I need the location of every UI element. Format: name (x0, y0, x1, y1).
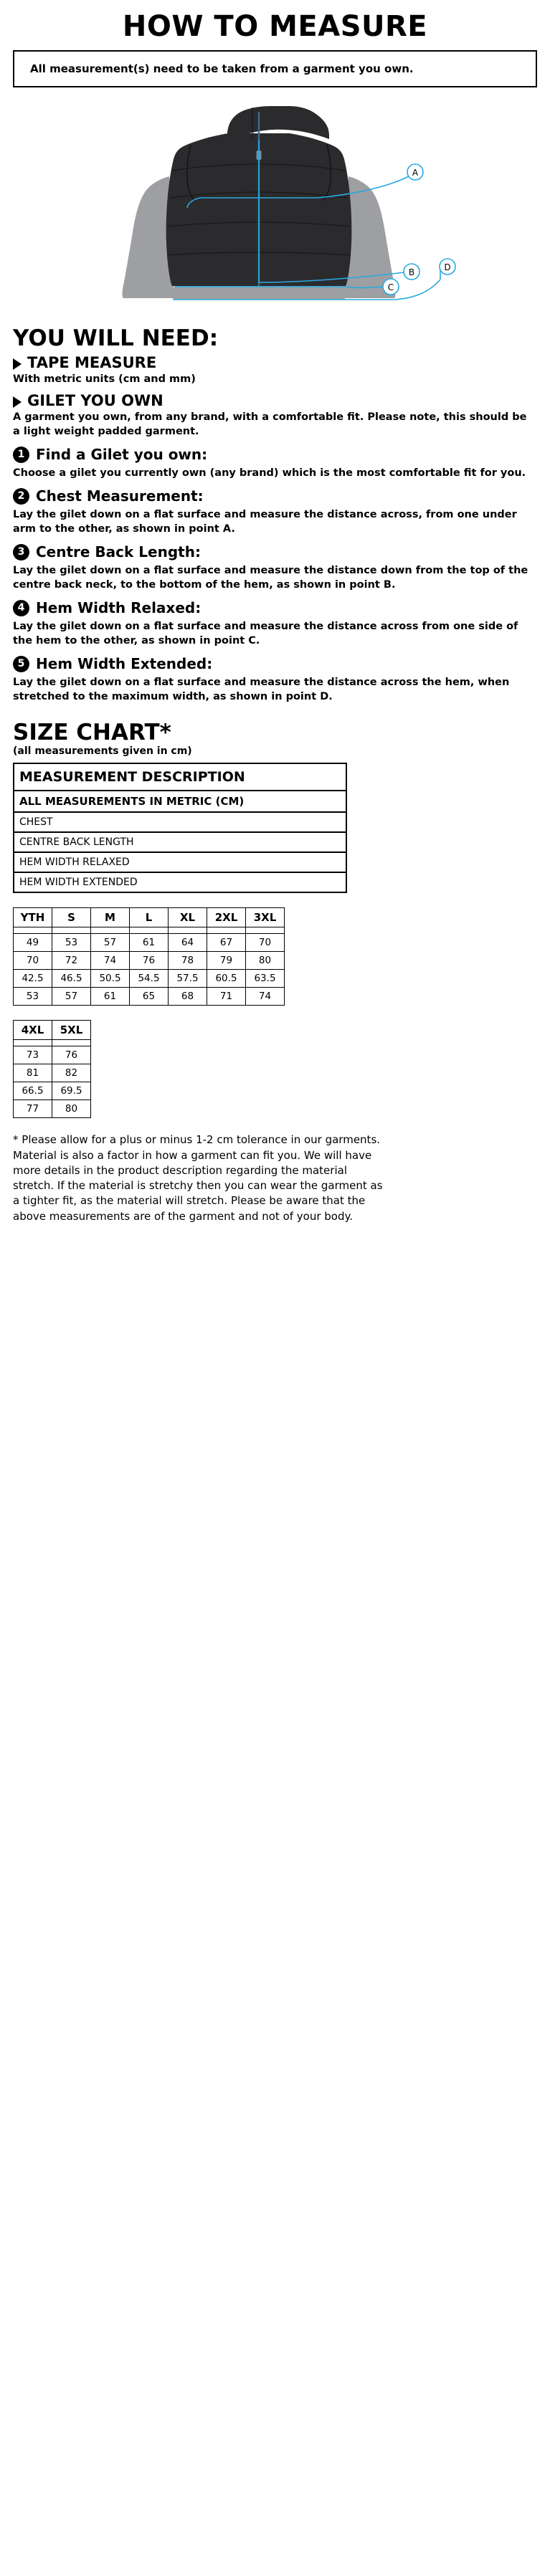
size-col-5xl: 5XL (52, 1021, 91, 1040)
need-body: With metric units (cm and mm) (13, 373, 196, 386)
need-title: TAPE MEASURE (27, 354, 157, 372)
size-chart-subheading: (all measurements given in cm) (13, 745, 192, 758)
table-header-row (14, 1021, 91, 1040)
table-row: 42.5 46.5 50.5 54.5 57.5 60.5 63.5 (14, 970, 285, 988)
bullet-triangle-icon (13, 396, 22, 408)
bullet-triangle-icon (13, 358, 22, 370)
table-row (14, 812, 346, 832)
size-col-yth: YTH (14, 908, 52, 927)
gilet-measurement-diagram (13, 90, 537, 318)
step-number: 5 (13, 656, 29, 672)
step-2 (13, 487, 537, 536)
measurement-row-centre-back-length: CENTRE BACK LENGTH (14, 832, 346, 852)
measurement-label-a (407, 164, 423, 180)
step-body: Lay the gilet down on a flat surface and measure the distance down from the top of the centre back neck, to the bottom of the hem, as shown in point B. (13, 565, 528, 591)
size-table-main (13, 907, 285, 1006)
intro-text: All measurement(s) need to be taken from a garment you own. (30, 62, 414, 75)
table-row (14, 852, 346, 872)
measurement-row-hem-width-relaxed: HEM WIDTH RELAXED (14, 852, 346, 872)
table-row: 66.5 69.5 (14, 1082, 91, 1100)
size-col-xl: XL (169, 908, 207, 927)
need-item-gilet-you-own (13, 392, 537, 439)
size-col-l: L (130, 908, 169, 927)
step-title: Chest Measurement: (36, 487, 204, 505)
svg-text:C: C (387, 282, 394, 293)
step-3 (13, 543, 537, 592)
svg-text:A: A (412, 168, 419, 178)
step-number: 2 (13, 488, 29, 505)
step-body: Lay the gilet down on a flat surface and measure the distance across the hem, when stretched to the maximum width, as shown in point D. (13, 677, 510, 703)
step-title: Centre Back Length: (36, 543, 201, 561)
size-col-s: S (52, 908, 91, 927)
table-spacer-row (14, 927, 285, 934)
step-number: 1 (13, 447, 29, 463)
need-title: GILET YOU OWN (27, 392, 163, 410)
page-title: HOW TO MEASURE (122, 10, 428, 43)
table-row: 49 53 57 61 64 67 70 (14, 934, 285, 952)
measurement-row-chest: CHEST (14, 812, 346, 832)
measurement-row-hem-width-extended: HEM WIDTH EXTENDED (14, 872, 346, 892)
step-title: Find a Gilet you own: (36, 446, 208, 464)
steps-list (13, 446, 537, 704)
step-body: Lay the gilet down on a flat surface and measure the distance across from one side of the hem to the other, as shown in point C. (13, 621, 518, 647)
svg-text:B: B (408, 267, 415, 278)
measurement-label-d (440, 259, 455, 275)
step-title: Hem Width Relaxed: (36, 599, 201, 617)
table-row: 77 80 (14, 1100, 91, 1118)
measurement-label-b (404, 264, 419, 280)
measurement-description-header: MEASUREMENT DESCRIPTION (14, 763, 346, 791)
how-to-measure-page (0, 10, 550, 1252)
size-col-3xl: 3XL (246, 908, 285, 927)
step-title: Hem Width Extended: (36, 655, 213, 673)
table-row: 70 72 74 76 78 79 80 (14, 952, 285, 970)
table-row (14, 791, 346, 812)
step-number: 4 (13, 600, 29, 616)
tolerance-footnote: * Please allow for a plus or minus 1-2 cm tolerance in our garments. Material is also a factor in how a garment can fit you. We will have more details in the product description regarding the material stretch. If the material is stretchy then you can wear the garment as a tighter fit, as the material will stretch. Please be aware that the above measurements are of the garment and not of your body. (13, 1133, 383, 1223)
measurement-label-c (383, 279, 399, 295)
step-1 (13, 446, 537, 480)
table-header-row (14, 908, 285, 927)
size-col-4xl: 4XL (14, 1021, 52, 1040)
garment-hem-extended (173, 285, 345, 300)
table-row: 81 82 (14, 1064, 91, 1082)
step-5 (13, 655, 537, 704)
table-row (14, 832, 346, 852)
step-number: 3 (13, 544, 29, 560)
you-will-need-heading: YOU WILL NEED: (13, 325, 219, 352)
size-col-2xl: 2XL (207, 908, 246, 927)
need-body: A garment you own, from any brand, with a comfortable fit. Please note, this should be a light weight padded garment. (13, 411, 527, 438)
svg-text:D: D (444, 262, 451, 273)
step-body: Choose a gilet you currently own (any brand) which is the most comfortable fit for you. (13, 467, 526, 480)
size-chart-heading: SIZE CHART* (13, 720, 171, 746)
table-spacer-row (14, 1040, 91, 1046)
measurement-description-table (13, 763, 347, 893)
metric-note: ALL MEASUREMENTS IN METRIC (CM) (14, 791, 346, 812)
table-row: 53 57 61 65 68 71 74 (14, 988, 285, 1006)
table-row (14, 763, 346, 791)
size-col-m: M (91, 908, 130, 927)
step-body: Lay the gilet down on a flat surface and measure the distance across, from one under arm to the other, as shown in point A. (13, 509, 517, 535)
step-4 (13, 599, 537, 648)
need-item-tape-measure (13, 354, 537, 386)
intro-box (13, 50, 537, 87)
size-table-extended (13, 1020, 91, 1118)
table-row (14, 872, 346, 892)
table-row: 73 76 (14, 1046, 91, 1064)
